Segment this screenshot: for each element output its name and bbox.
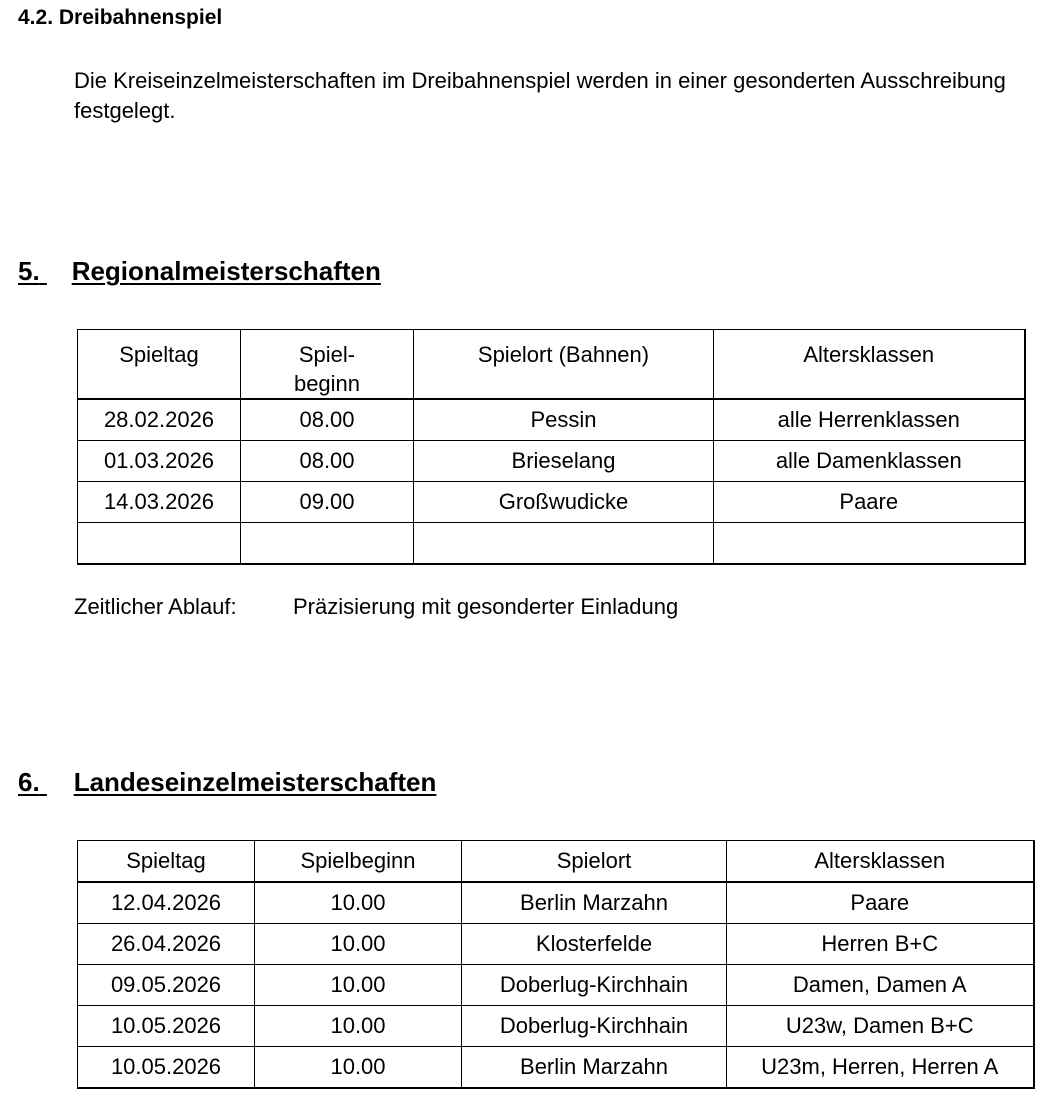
cell-date: 10.05.2026 [78,1006,255,1047]
cell-start: 10.00 [255,1047,462,1089]
regional-schedule-table [77,329,1026,565]
section-4-2-text: Die Kreiseinzelmeisterschaften im Dreibahnenspiel werden in einer gesonderten Ausschreibung festgelegt. [74,68,1006,123]
cell-class: Paare [714,482,1025,523]
cell-class: U23m, Herren, Herren A [727,1047,1034,1089]
cell-venue [414,523,714,565]
column-header-altersklassen: Altersklassen [727,841,1034,883]
cell-venue: Doberlug-Kirchhain [462,1006,727,1047]
schedule-note [74,594,678,620]
cell-class: alle Damenklassen [714,441,1025,482]
cell-venue: Brieselang [414,441,714,482]
column-header-spielort: Spielort (Bahnen) [414,330,714,400]
column-header-spieltag: Spieltag [78,841,255,883]
cell-start: 08.00 [241,399,414,441]
cell-start: 09.00 [241,482,414,523]
cell-date: 26.04.2026 [78,924,255,965]
section-6-number: 6. [18,767,40,797]
table-row [78,441,1025,482]
section-6-heading [18,767,436,798]
table-row [78,924,1034,965]
cell-start: 10.00 [255,1006,462,1047]
cell-class: U23w, Damen B+C [727,1006,1034,1047]
cell-venue: Doberlug-Kirchhain [462,965,727,1006]
state-schedule-table [77,840,1035,1089]
column-header-spielbeginn-line2: beginn [293,371,361,396]
cell-venue: Berlin Marzahn [462,882,727,924]
table-row [78,882,1034,924]
table-row [78,1047,1034,1089]
cell-date: 01.03.2026 [78,441,241,482]
column-header-spielbeginn-line1: Spiel- [298,342,356,367]
section-5-number: 5. [18,256,40,286]
column-header-spielort: Spielort [462,841,727,883]
cell-date: 28.02.2026 [78,399,241,441]
schedule-note-label: Zeitlicher Ablauf: [74,594,237,619]
cell-date: 10.05.2026 [78,1047,255,1089]
table-row [78,1006,1034,1047]
table-row-empty [78,523,1025,565]
cell-date: 09.05.2026 [78,965,255,1006]
cell-start: 08.00 [241,441,414,482]
cell-class [714,523,1025,565]
schedule-note-text: Präzisierung mit gesonderter Einladung [293,594,679,619]
cell-class: Herren B+C [727,924,1034,965]
column-header-altersklassen: Altersklassen [714,330,1025,400]
cell-start: 10.00 [255,965,462,1006]
table-header-row [78,330,1025,400]
cell-start: 10.00 [255,882,462,924]
section-5-heading [18,256,381,287]
table-header-row [78,841,1034,883]
cell-date [78,523,241,565]
cell-venue: Großwudicke [414,482,714,523]
column-header-spielbeginn [241,330,414,400]
section-4-2-heading: 4.2. Dreibahnenspiel [18,6,223,29]
cell-date: 14.03.2026 [78,482,241,523]
section-5-title: Regionalmeisterschaften [71,256,381,286]
cell-venue: Klosterfelde [462,924,727,965]
cell-class: alle Herrenklassen [714,399,1025,441]
column-header-spieltag: Spieltag [78,330,241,400]
cell-start: 10.00 [255,924,462,965]
cell-venue: Berlin Marzahn [462,1047,727,1089]
cell-class: Damen, Damen A [727,965,1034,1006]
cell-start [241,523,414,565]
cell-class: Paare [727,882,1034,924]
table-row [78,399,1025,441]
column-header-spielbeginn: Spielbeginn [255,841,462,883]
cell-venue: Pessin [414,399,714,441]
table-row [78,482,1025,523]
section-6-title: Landeseinzelmeisterschaften [73,767,437,797]
table-row [78,965,1034,1006]
cell-date: 12.04.2026 [78,882,255,924]
